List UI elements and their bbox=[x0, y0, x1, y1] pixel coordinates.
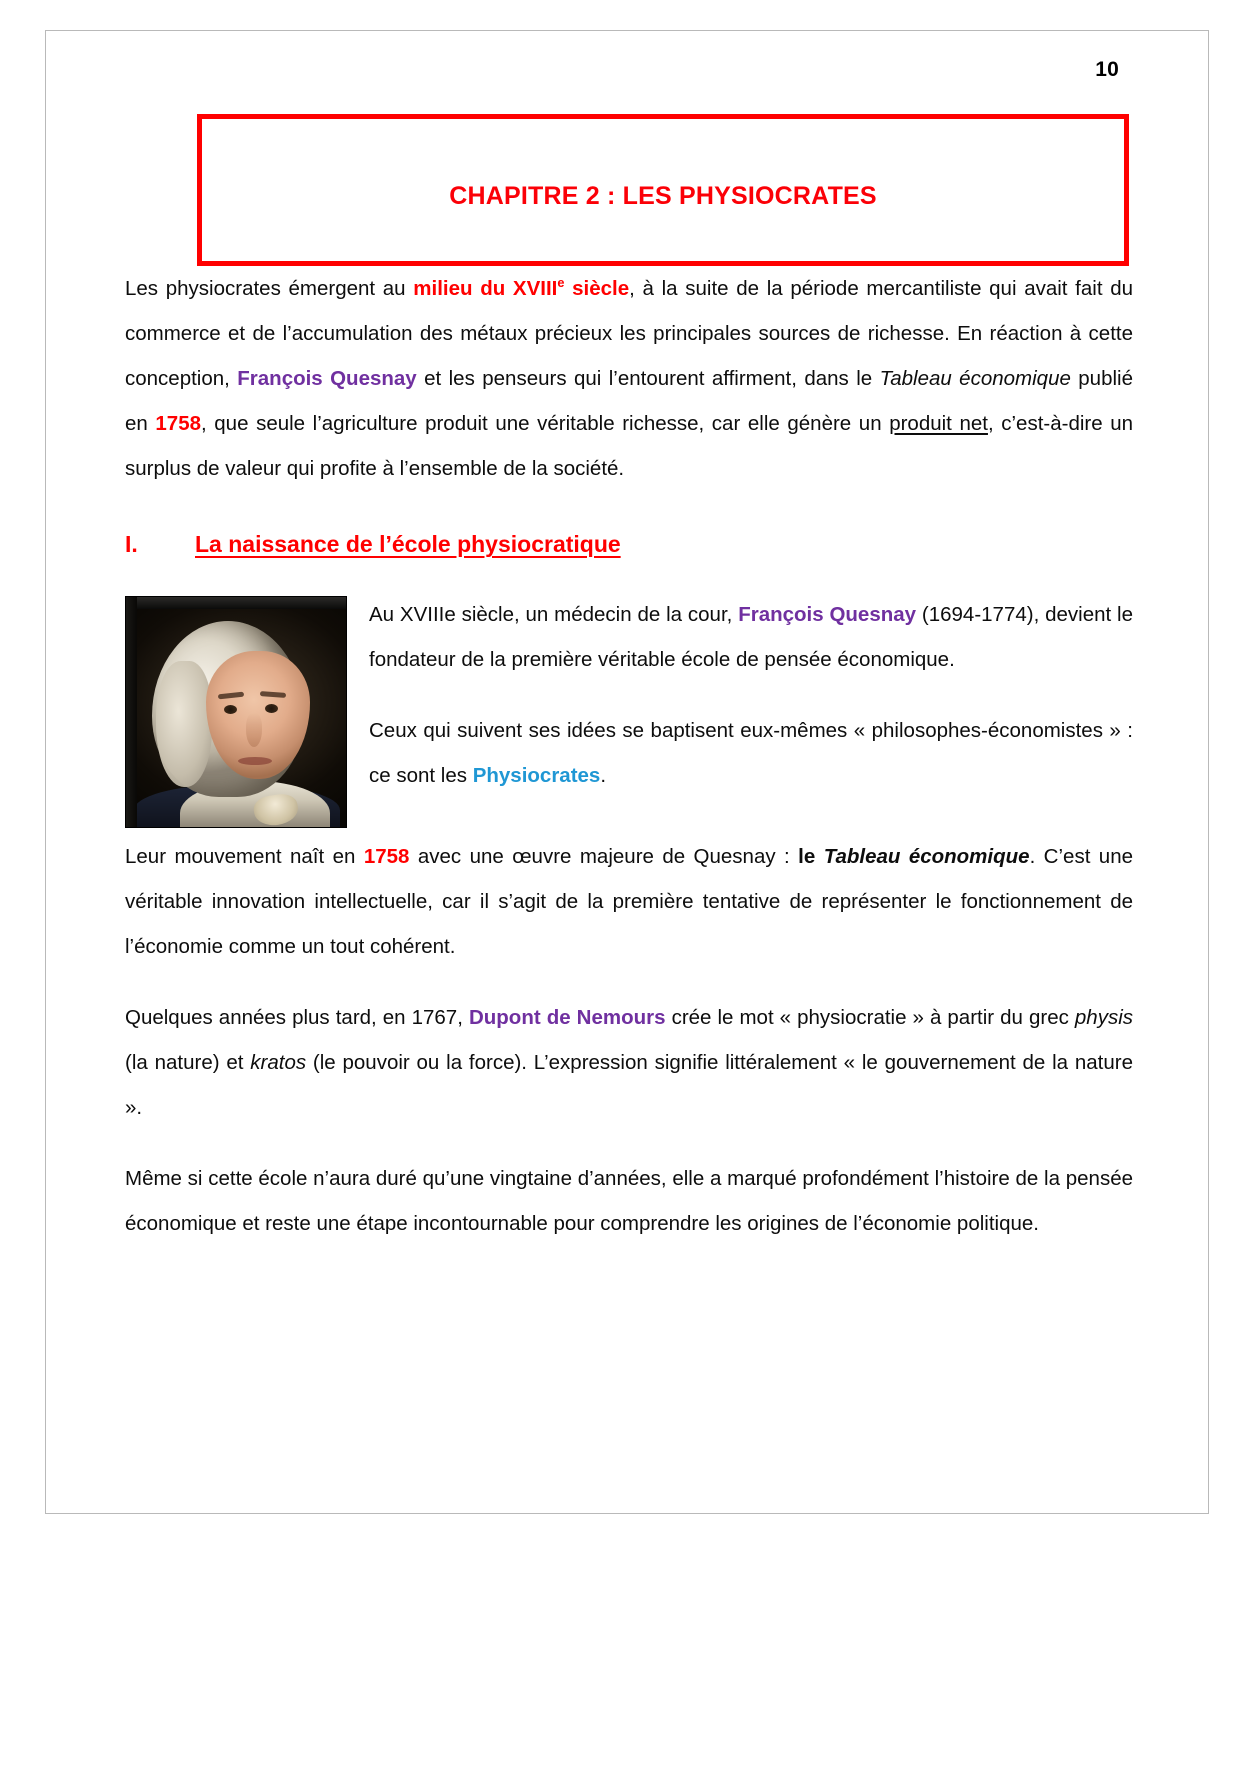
intro-paragraph bbox=[125, 266, 1133, 491]
intro-emphasis-1758: 1758 bbox=[155, 412, 201, 435]
section-number: I. bbox=[125, 531, 138, 557]
intro-text-5: , que seule l’agriculture produit une véritable richesse, car elle génère un bbox=[201, 412, 890, 435]
intro-emphasis-century-sup: e bbox=[557, 275, 565, 291]
portrait-frame-left bbox=[126, 597, 137, 827]
philosophes-emphasis-physiocrates: Physiocrates bbox=[472, 764, 601, 787]
intro-text-4: publié en bbox=[125, 367, 1133, 435]
dupont-text-4: (le pouvoir ou la force). L’expression signifie littéralement « le gouvernement de la nature ». bbox=[125, 1051, 1134, 1119]
intro-emphasis-produit-net: produit net bbox=[889, 412, 988, 435]
dupont-text-2: crée le mot « physiocratie » à partir du grec bbox=[665, 1006, 1075, 1029]
mouvement-text-1: Leur mouvement naît en bbox=[125, 845, 364, 868]
intro-emphasis-century-main: milieu du XVIII bbox=[413, 277, 558, 300]
dupont-emphasis-name: Dupont de Nemours bbox=[468, 1006, 666, 1029]
section-heading-1 bbox=[125, 531, 1133, 558]
portrait-eye-left bbox=[224, 705, 237, 714]
portrait-mouth bbox=[238, 757, 272, 765]
intro-emphasis-century-end: siècle bbox=[564, 277, 630, 300]
mouvement-text-2: avec une œuvre majeure de Quesnay : bbox=[409, 845, 799, 868]
dupont-emphasis-kratos: kratos bbox=[250, 1051, 307, 1074]
intro-emphasis-quesnay: François Quesnay bbox=[237, 367, 417, 390]
mouvement-emphasis-1758: 1758 bbox=[363, 845, 410, 868]
intro-text-3: et les penseurs qui l’entourent affirment, dans le bbox=[416, 367, 880, 390]
mouvement-text-3: . C’est une véritable innovation intellectuelle, car il s’agit de la première tentative de représenter le fonctionnement de l’économie comme un tout cohérent. bbox=[125, 845, 1134, 958]
quesnay-text-1: Au XVIIIe siècle, un médecin de la cour, bbox=[369, 603, 739, 626]
paragraph-conclusion: Même si cette école n’aura duré qu’une vingtaine d’années, elle a marqué profondément l’histoire de la pensée économique et reste une étape incontournable pour comprendre les origines de l’économie politique. bbox=[125, 1167, 1133, 1235]
portrait-nose bbox=[246, 713, 262, 747]
intro-emphasis-century bbox=[413, 277, 629, 300]
quesnay-emphasis-name: François Quesnay bbox=[738, 603, 917, 626]
chapter-title: CHAPITRE 2 : LES PHYSIOCRATES bbox=[449, 181, 877, 210]
quesnay-text-2: (1694-1774), devient le fondateur de la première véritable école de pensée économique. bbox=[369, 603, 1134, 671]
dupont-emphasis-physis: physis bbox=[1074, 1006, 1133, 1029]
philosophes-text-1: Ceux qui suivent ses idées se baptisent eux-mêmes « philosophes-économistes » : ce sont les bbox=[369, 719, 1133, 787]
paragraph-dupont bbox=[125, 995, 1133, 1130]
dupont-text-1: Quelques années plus tard, en 1767, bbox=[125, 1006, 469, 1029]
page-number: 10 bbox=[1095, 58, 1119, 81]
section-title: La naissance de l’école physiocratique bbox=[195, 531, 621, 557]
intro-text-6: , c’est-à-dire un surplus de valeur qui profite à l’ensemble de la société. bbox=[125, 412, 1134, 480]
mouvement-emphasis-tableau: Tableau économique bbox=[823, 845, 1030, 868]
figure-and-text-block bbox=[125, 592, 1133, 834]
quesnay-portrait-image bbox=[125, 596, 347, 828]
dupont-text-3: (la nature) et bbox=[125, 1051, 251, 1074]
intro-text-1: Les physiocrates émergent au bbox=[125, 277, 414, 300]
intro-emphasis-tableau: Tableau économique bbox=[879, 367, 1071, 390]
philosophes-text-2: . bbox=[600, 764, 607, 787]
mouvement-emphasis-le: le bbox=[798, 845, 824, 868]
chapter-title-box bbox=[197, 114, 1129, 266]
portrait-eye-right bbox=[265, 704, 278, 713]
portrait-frame-top bbox=[126, 597, 346, 609]
intro-text-2: , à la suite de la période mercantiliste qui avait fait du commerce et de l’accumulation des métaux précieux les principales sources de richesse. En réaction à cette conception, bbox=[125, 277, 1134, 390]
paragraph-mouvement bbox=[125, 834, 1133, 969]
page-content bbox=[45, 30, 1209, 1514]
